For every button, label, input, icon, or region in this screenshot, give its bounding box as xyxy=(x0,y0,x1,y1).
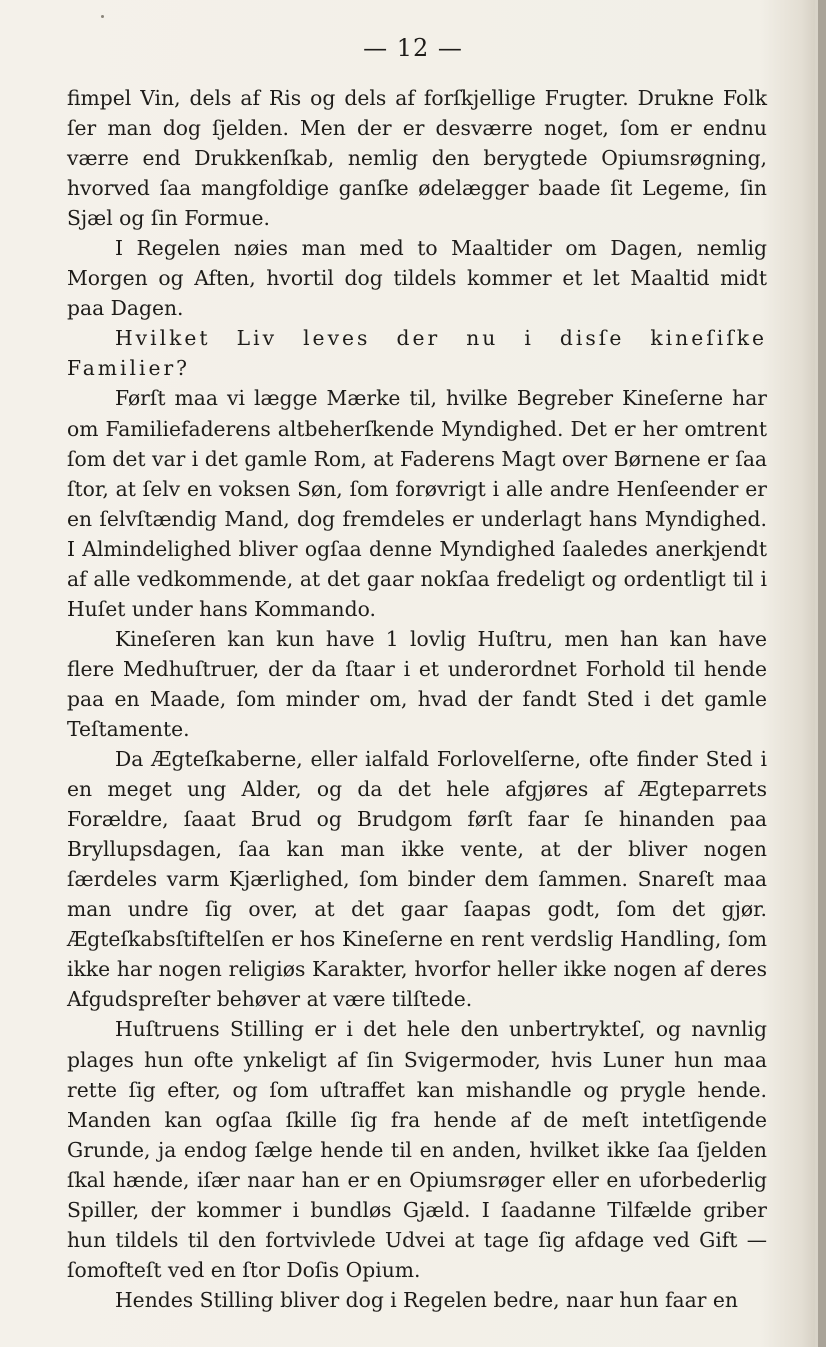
paragraph-6: Da Ægteſkaberne, eller ialfald Forlovelſerne, ofte finder Sted i en meget ung Alder, og da det hele afgjøres af Ægteparrets Forældre, ſaaat Brud og Brudgom førſt faar ſe hinanden paa Bryllupsdagen, ſaa kan man ikke vente, at der bliver nogen ſærdeles varm Kjærlighed, ſom binder dem ſammen. Snareſt maa man undre ſig over, at det gaar ſaapas godt, ſom det gjør. Ægteſkabsſtiftelſen er hos Kineſerne en rent verdslig Handling, ſom ikke har nogen religiøs Karakter, hvorfor heller ikke nogen af deres Afgudspreſter behøver at være tilſtede. xyxy=(67,747,767,1012)
paragraph-2: I Regelen nøies man med to Maaltider om Dagen, nemlig Morgen og Aften, hvortil dog tildels kommer et let Maaltid midt paa Dagen. xyxy=(67,236,767,321)
page-number: — 12 — xyxy=(363,34,463,62)
paragraph-1: fimpel Vin, dels af Ris og dels af forſkjellige Frugter. Drukne Folk ſer man dog ſjelden. Men der er desværre noget, ſom er endnu værre end Drukkenſkab, nemlig den berygtede Opiumsrøgning, hvorved ſaa mangfoldige ganſke ødelægger baade ſit Legeme, ſin Sjæl og ſin Formue. xyxy=(67,86,767,231)
body-text xyxy=(67,83,767,1315)
page-edge xyxy=(818,0,826,1347)
paragraph-3-question: Hvilket Liv leves der nu i disſe kineſiſke Familier? xyxy=(67,326,767,381)
paragraph-8: Hendes Stilling bliver dog i Regelen bedre, naar hun faar en xyxy=(115,1287,738,1312)
paragraph-4: Førſt maa vi lægge Mærke til, hvilke Begreber Kineſerne har om Familiefaderens altbeherſkende Myndighed. Det er her omtrent ſom det var i det gamle Rom, at Faderens Magt over Børnene er ſaa ſtor, at ſelv en voksen Søn, ſom forøvrigt i alle andre Henſeender er en ſelvſtændig Mand, dog fremdeles er underlagt hans Myndighed. I Almindelighed bliver ogſaa denne Myndighed ſaaledes anerkjendt af alle vedkommende, at det gaar nokſaa fredeligt og ordentligt til i Huſet under hans Kommando. xyxy=(67,386,767,621)
paragraph-7: Huſtruens Stilling er i det hele den unbertrykteſ, og navnlig plages hun ofte ynkeligt af ſin Svigermoder, hvis Luner hun maa rette ſig efter, og ſom uſtraffet kan mishandle og prygle hende. Manden kan ogſaa ſkille ſig fra hende af de meſt intetſigende Grunde, ja endog ſælge hende til en anden, hvilket ikke ſaa ſjelden ſkal hænde, iſær naar han er en Opiumsrøger eller en uforbederlig Spiller, der kommer i bundløs Gjæld. I ſaadanne Tilfælde griber hun tildels til den fortvivlede Udvei at tage ſig afdage ved Gift — ſomofteſt ved en ſtor Doſis Opium. xyxy=(67,1017,767,1282)
print-speck xyxy=(101,15,104,18)
paragraph-5: Kineſeren kan kun have 1 lovlig Huſtru, men han kan have flere Medhuſtruer, der da ſtaar i et underordnet Forhold til hende paa en Maade, ſom minder om, hvad der fandt Sted i det gamle Teſtamente. xyxy=(67,626,767,741)
